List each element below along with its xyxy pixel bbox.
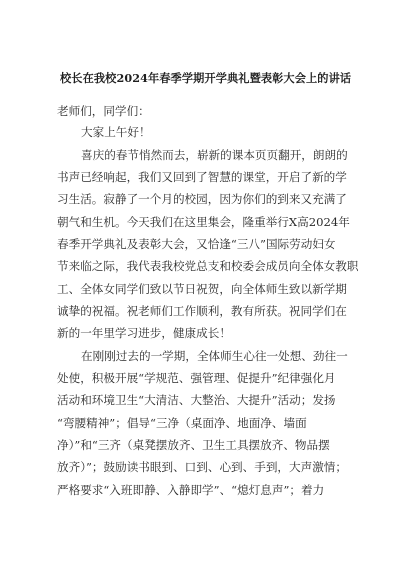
- paragraph-line: 新的一年里学习进步，健康成长！: [57, 326, 231, 340]
- paragraph-line: 习生活。寂静了一个月的校园，因为你们的到来又充满了: [57, 192, 347, 206]
- paragraph-line: 书声已经响起，我们又回到了智慧的课堂，开启了新的学: [57, 170, 347, 184]
- paragraph-line: 净）”和“三齐（桌凳摆放齐、卫生工具摆放齐、物品摆: [57, 438, 330, 452]
- paragraph-line: 严格要求“入班即静、入静即学”、“熄灯息声”；着力: [57, 483, 325, 497]
- paragraph-line: “弯腰精神”；倡导“三净（桌面净、地面净、墙面: [57, 416, 307, 430]
- paragraph-line: 春季开学典礼及表彰大会，又恰逢“三八”国际劳动妇女: [57, 237, 336, 251]
- paragraph-line: 朝气和生机。今天我们在这里集会，隆重举行X高2024年: [57, 215, 350, 229]
- document-title: 校长在我校2024年春季学期开学典礼暨表彰大会上的讲话: [60, 71, 352, 85]
- greeting: 大家上午好！: [81, 125, 151, 139]
- paragraph-line: 节来临之际，我代表我校党总支和校委会成员向全体女教职: [57, 259, 359, 273]
- salutation: 老师们，同学们：: [57, 104, 150, 118]
- paragraph-line: 活动和环境卫生“大清洁、大整治、大提升”活动；发扬: [57, 393, 336, 407]
- paragraph-line: 诚挚的祝福。祝老师们工作顺利，教有所获。祝同学们在: [57, 304, 347, 318]
- paragraph-line: 工、全体女同学们致以节日祝贺，向全体师生致以新学期: [57, 282, 347, 296]
- paragraph-line: 放齐）”；鼓励读书眼到、口到、心到、手到，大声激情；: [57, 460, 347, 474]
- paragraph-line: 喜庆的春节悄然而去，崭新的课本页页翻开，朗朗的: [81, 148, 348, 162]
- paragraph-line: 处使，积极开展“学规范、强管理、促提升”纪律强化月: [57, 371, 336, 385]
- paragraph-line: 在刚刚过去的一学期，全体师生心往一处想、劲往一: [81, 349, 348, 363]
